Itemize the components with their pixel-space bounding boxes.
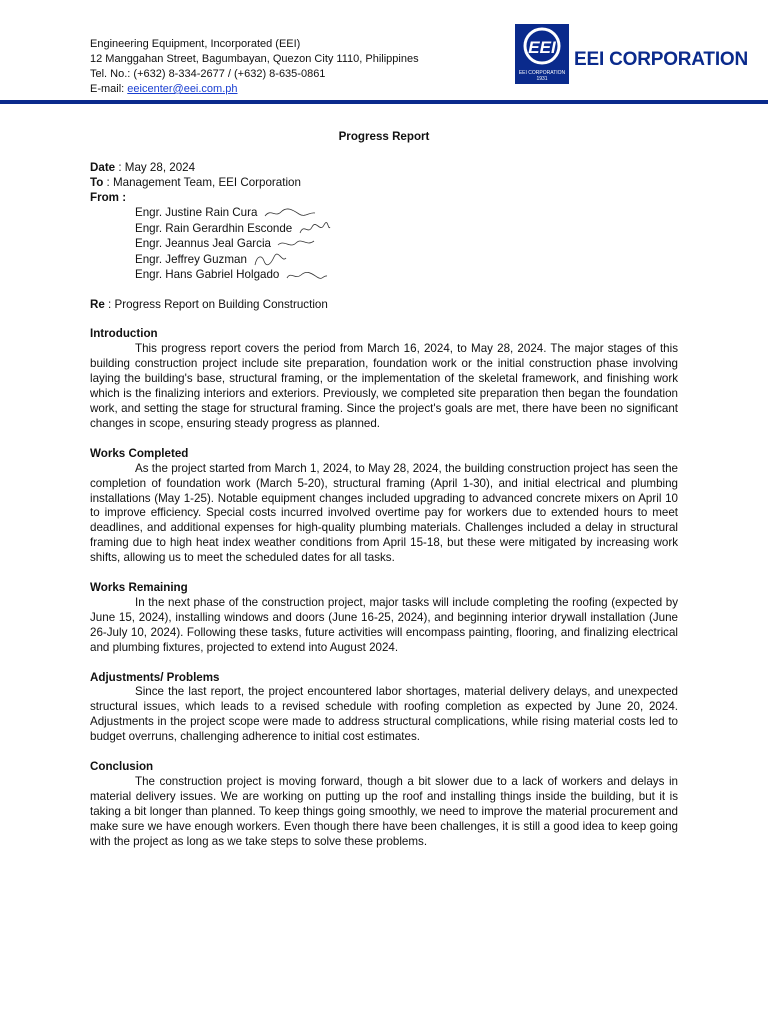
from-colon: : bbox=[118, 190, 127, 204]
section-heading: Introduction bbox=[90, 327, 158, 341]
signature-icon bbox=[285, 268, 329, 282]
to-label: To bbox=[90, 175, 104, 189]
section-works-remaining bbox=[90, 581, 678, 656]
author-line bbox=[135, 268, 678, 283]
date-label: Date bbox=[90, 160, 116, 174]
report-body bbox=[90, 130, 678, 850]
author-name: Engr. Justine Rain Cura bbox=[135, 205, 258, 219]
author-line bbox=[135, 237, 678, 252]
logo-caption-name: EEI CORPORATION bbox=[518, 70, 566, 76]
company-name: Engineering Equipment, Incorporated (EEI) bbox=[90, 38, 301, 50]
company-email-line bbox=[90, 82, 419, 97]
to-value: : Management Team, EEI Corporation bbox=[103, 175, 301, 189]
header-divider bbox=[0, 100, 768, 104]
section-body: In the next phase of the construction project, major tasks will include completing the roofing (expected by June 15, 2024), installing windows and doors (June 16-25, 2024), and beginning interior drywall installation (June 26-July 10, 2024). Following these tasks, future activities will encompass painting, flooring, and finalizing electrical and plumbing fixtures, projected to extend into August 2024. bbox=[90, 595, 678, 654]
logo-wordmark: EEI CORPORATION bbox=[574, 49, 748, 70]
logo-mark: EEI bbox=[528, 38, 556, 57]
re-label: Re bbox=[90, 297, 105, 311]
author-name: Engr. Jeannus Jeal Garcia bbox=[135, 236, 271, 250]
company-address: 12 Manggahan Street, Bagumbayan, Quezon City 1110, Philippines bbox=[90, 53, 419, 65]
section-heading: Works Completed bbox=[90, 446, 189, 460]
from-line bbox=[90, 191, 678, 206]
signature-icon bbox=[276, 237, 316, 251]
section-introduction bbox=[90, 327, 678, 431]
logo-emblem bbox=[515, 24, 569, 84]
author-list bbox=[135, 206, 678, 283]
section-heading: Conclusion bbox=[90, 760, 154, 774]
author-name: Engr. Jeffrey Guzman bbox=[135, 252, 247, 266]
re-value: : Progress Report on Building Construction bbox=[104, 297, 328, 311]
section-heading: Works Remaining bbox=[90, 581, 188, 595]
author-name: Engr. Hans Gabriel Holgado bbox=[135, 267, 280, 281]
signature-icon bbox=[263, 206, 317, 220]
email-link[interactable]: eeicenter@eei.com.ph bbox=[127, 83, 238, 95]
company-info bbox=[90, 37, 419, 97]
author-line bbox=[135, 252, 678, 268]
section-heading: Adjustments/ Problems bbox=[90, 670, 220, 684]
section-body: Since the last report, the project encountered labor shortages, material delivery delays, and unexpected structural issues, which leads to a revised schedule with roofing completion as expected by June 20, 2024. Adjustments in the project scope were made to address structural complications, while rising material costs led to budget overruns, challenging adherence to initial cost estimates. bbox=[90, 685, 678, 744]
report-meta bbox=[90, 161, 678, 206]
logo-caption-year: 1931 bbox=[536, 76, 548, 82]
section-conclusion bbox=[90, 760, 678, 849]
section-adjustments bbox=[90, 671, 678, 746]
signature-icon bbox=[298, 221, 332, 237]
signature-icon bbox=[252, 252, 288, 268]
subject-line bbox=[90, 298, 678, 313]
from-label: From bbox=[90, 190, 119, 204]
section-works-completed bbox=[90, 447, 678, 566]
author-name: Engr. Rain Gerardhin Esconde bbox=[135, 221, 293, 235]
email-label: E-mail: bbox=[90, 83, 128, 95]
report-title: Progress Report bbox=[338, 130, 430, 143]
author-line bbox=[135, 206, 678, 221]
section-body: This progress report covers the period from March 16, 2024, to May 28, 2024. The major stages of this building construction project include site preparation, foundation work or the initial construction phase involving laying the building's base, structural framing, or the implementation of the skeletal framework, and finishing work which is the finalizing interiors and exteriors. Previously, we completed site preparation then began the foundation work, and setting the stage for structural framing. Since the project's goals are met, there have been no significant changes in scope, ensuring steady progress as planned. bbox=[90, 342, 678, 430]
date-value: : May 28, 2024 bbox=[115, 160, 196, 174]
to-line bbox=[90, 176, 678, 191]
eei-emblem-icon bbox=[515, 24, 569, 70]
company-tel: Tel. No.: (+632) 8-334-2677 / (+632) 8-635-0861 bbox=[90, 68, 326, 80]
section-body: The construction project is moving forward, though a bit slower due to a lack of workers and delays in material delivery issues. We are working on putting up the roof and installing things inside the building, but it is taking a bit longer than planned. To keep things going smoothly, we need to improve the material procurement and make sure we have enough workers. Even though there have been challenges, it is still a good idea to keep going with the project as long as we take steps to solve these problems. bbox=[90, 775, 678, 848]
section-body: As the project started from March 1, 2024, to May 28, 2024, the building construction project has seen the completion of foundation work (March 5-20), structural framing (April 1-30), and initial electrical and plumbing installations (May 1-25). Notable equipment changes included upgrading to advanced concrete mixers on April 10 to improve efficiency. Special costs incurred involved overtime pay for workers due to extended hours to meet deadlines, and additional expenses for high-quality plumbing materials. Challenges included a delay in structural framing due to high heat index weather conditions from April 15-18, but these were mitigated by increasing work shifts, allowing us to meet the scheduled dates for all tasks. bbox=[90, 461, 678, 565]
letterhead bbox=[0, 0, 768, 108]
author-line bbox=[135, 221, 678, 237]
logo-caption bbox=[515, 70, 569, 82]
company-logo bbox=[515, 24, 755, 86]
date-line bbox=[90, 161, 678, 176]
